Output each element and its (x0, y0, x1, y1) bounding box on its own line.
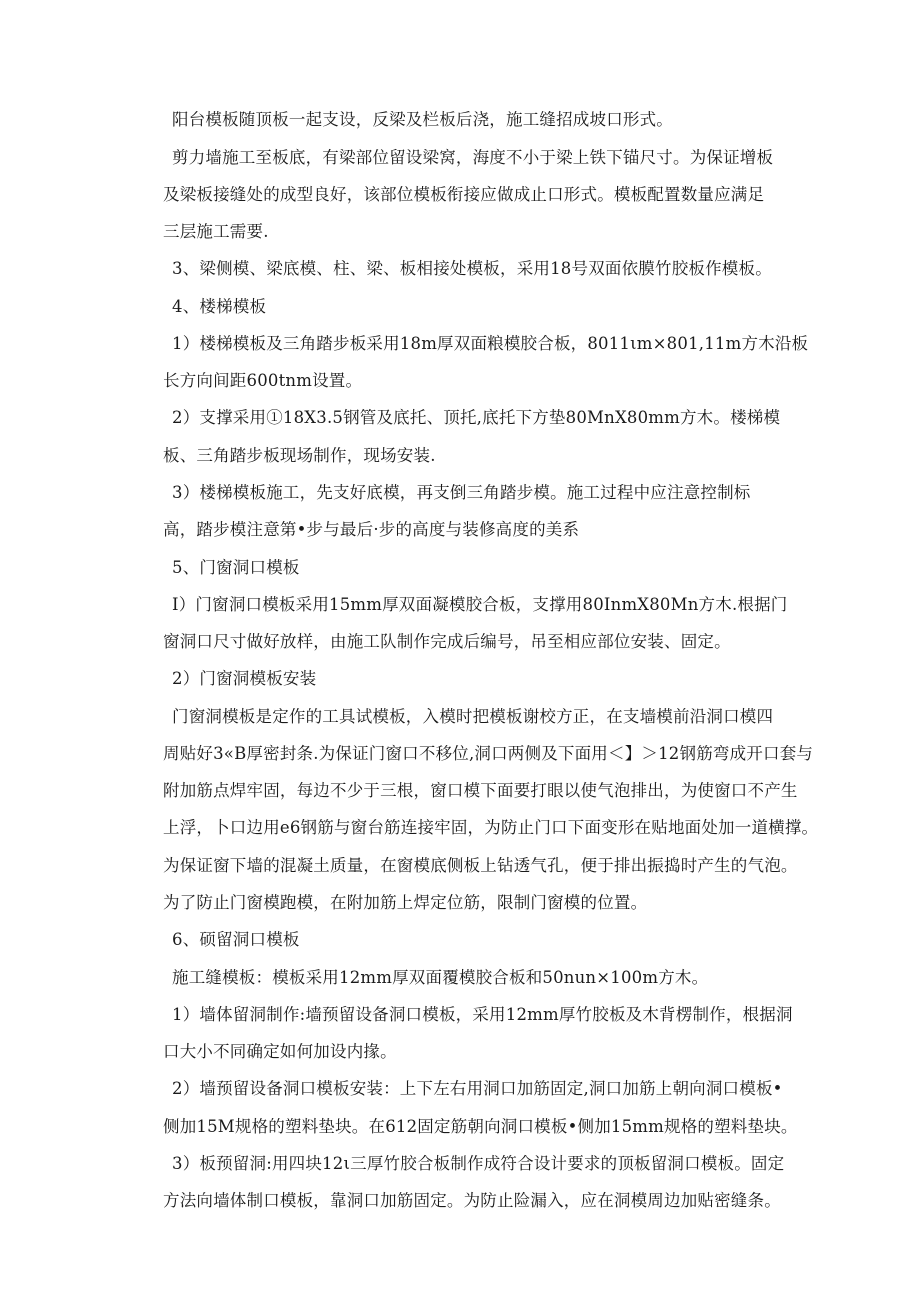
text-line: 方法向墙体制口模板，靠洞口加筋固定。为防止险漏入，应在洞模周边加贴密缝条。 (163, 1191, 781, 1210)
text-line: 上浮，卜口边用e6钢筋与窗台筋连接牢固，为防止门口下面变形在贴地面处加一道横撑。 (163, 818, 819, 837)
text-line: 附加筋点焊牢固，每边不少于三根，窗口模下面要打眼以使气泡排出，为使窗口不产生 (163, 781, 798, 800)
text-line: I）门窗洞口模板采用15mm厚双面凝模胶合板，支撑用80InmX80Mn方木.根据门 (172, 595, 788, 614)
text-line: 长方向间距600tnm设置。 (163, 371, 363, 390)
text-line: 周贴好3«B厚密封条.为保证门窗口不移位,洞口两侧及下面用＜】＞12钢筋弯成开口套与 (163, 744, 814, 763)
text-line: 2）支撑采用①18X3.5钢管及底托、顶托,底托下方垫80MnX80mm方木。楼梯模 (172, 408, 781, 427)
text-line: 板、三角踏步板现场制作，现场安装. (163, 446, 436, 465)
text-line: 3）板预留洞:用四块12ι三厚竹胶合板制作成符合设计要求的顶板留洞口模板。固定 (172, 1154, 785, 1173)
section-heading: 6、硕留洞口模板 (172, 930, 300, 949)
text-line: 侧加15M规格的塑料垫块。在612固定筋朝向洞口模板•侧加15mm规格的塑料垫块。 (163, 1117, 798, 1136)
text-line: 剪力墙施工至板底，有梁部位留设梁窝，海度不小于梁上铁下锚尺寸。为保证增板 (172, 148, 774, 167)
text-line: 3、梁侧模、梁底模、柱、梁、板相接处模板，采用18号双面依膜竹胶板作模板。 (172, 259, 772, 278)
text-line: 为了防止门窗模跑模，在附加筋上焊定位筋，限制门窗模的位置。 (163, 893, 648, 912)
text-line: 3）楼梯模板施工，先支好底模，再支倒三角踏步模。施工过程中应注意控制标 (172, 483, 751, 502)
text-line: 三层施工需要. (163, 222, 269, 241)
text-line: 施工缝模板：模板采用12mm厚双面覆模胶合板和50nun×100m方木。 (172, 968, 709, 987)
text-line: 口大小不同确定如何加设内掾。 (163, 1042, 397, 1061)
text-line: 及梁板接缝处的成型良好，该部位模板衔接应做成止口形式。模板配置数量应满足 (163, 185, 765, 204)
text-line: 为保证窗下墙的混凝土质量，在窗模底侧板上钻透气孔，便于排出振捣时产生的气泡。 (163, 856, 798, 875)
section-heading: 4、楼梯模板 (172, 297, 267, 316)
text-line: 高，踏步模注意第•步与最后·步的高度与装修高度的美系 (163, 520, 580, 539)
text-line: 2）墙预留设备洞口模板安装：上下左右用洞口加筋固定,洞口加筋上朝向洞口模板• (172, 1079, 783, 1098)
subsection-heading: 2）门窗洞模板安装 (172, 669, 317, 688)
text-line: 1）墙体留洞制作:墙预留设备洞口模板，采用12mm厚竹胶板及木背楞制作，根据洞 (172, 1005, 793, 1024)
text-line: 1）楼梯模板及三角踏步板采用18m厚双面粮模胶合板，8011ιm×801,11m方木沿板 (172, 334, 809, 353)
section-heading: 5、门窗洞口模板 (172, 558, 300, 577)
text-line: 窗洞口尺寸做好放样，由施工队制作完成后编号，吊至相应部位安装、固定。 (163, 632, 731, 651)
text-line: 阳台模板随顶板一起支设，反梁及栏板后浇，施工缝招成坡口形式。 (172, 110, 673, 129)
text-line: 门窗洞模板是定作的工具试模板，入模时把模板谢校方正，在支墙模前沿洞口模四 (172, 707, 774, 726)
